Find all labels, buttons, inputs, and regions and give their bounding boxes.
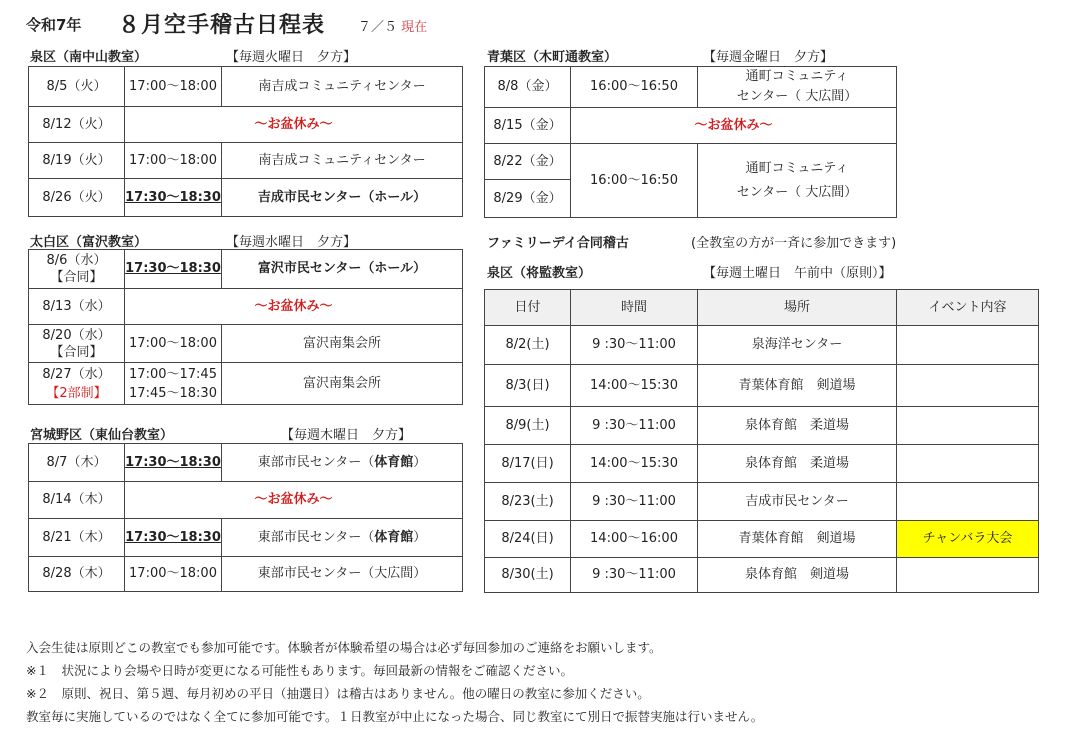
event-cell: チャンバラ大会 [897, 521, 1039, 558]
header-date: 日付 [485, 290, 571, 326]
header-time: 時間 [571, 290, 698, 326]
place-cell: 通町コミュニティ センター（ 大広間） [698, 67, 897, 108]
table-row [485, 144, 897, 180]
place-cell: 通町コミュニティ センター（ 大広間） [698, 144, 897, 218]
date-cell: 8/12（火） [29, 107, 125, 143]
time-cell [125, 363, 222, 405]
place-text-end: ） [413, 454, 427, 470]
shogen-schedule: 【毎週土曜日 午前中（原則）】 [703, 266, 892, 281]
table-row [485, 365, 1039, 407]
table-row [485, 483, 1039, 521]
now-label: 現在 [401, 20, 428, 35]
time-cell: 14:00～15:30 [571, 365, 698, 407]
table-row [485, 558, 1039, 593]
table-row [485, 407, 1039, 445]
joint-badge: 【合同】 [50, 270, 103, 285]
time-part-2: 17:45～18:30 [129, 385, 217, 401]
date-cell: 8/17(日) [485, 445, 571, 483]
date-cell: 8/30(土) [485, 558, 571, 593]
joint-badge: 【合同】 [50, 344, 103, 360]
place-cell: 泉体育館 剣道場 [698, 558, 897, 593]
note-line: ※２ 原則、祝日、第５週、毎月初めの平日（抽選日）は稽古はありません。他の曜日の教室に参加ください。 [26, 686, 650, 701]
table-row [29, 557, 463, 592]
event-cell [897, 407, 1039, 445]
time-cell: 17:30～18:30 [125, 444, 222, 482]
table-row [29, 250, 463, 289]
shogen-table [484, 289, 1039, 593]
event-cell [897, 445, 1039, 483]
table-row [29, 143, 463, 179]
table-row [29, 519, 463, 557]
date-cell: 8/7（木） [29, 444, 125, 482]
footer-notes [26, 636, 763, 728]
note-line: ※１ 状況により会場や日時が変更になる可能性もあります。毎回最新の情報をご確認ください。 [26, 663, 573, 678]
date-cell: 8/19（火） [29, 143, 125, 179]
date-cell: 8/15（金） [485, 108, 571, 144]
date-text: 8/20（水） [42, 327, 111, 343]
place-cell: 青葉体育館 剣道場 [698, 365, 897, 407]
table-row [29, 325, 463, 363]
time-cell: 17:00～18:00 [125, 557, 222, 592]
table-row [29, 444, 463, 482]
izumi-class-name: 泉区（南中山教室） [30, 50, 148, 65]
aoba-table [484, 66, 897, 218]
date-cell [29, 363, 125, 405]
aoba-class-name: 青葉区（木町通教室） [487, 50, 618, 65]
table-row [29, 482, 463, 519]
place-cell: 泉海洋センター [698, 326, 897, 365]
table-row [29, 363, 463, 405]
aoba-schedule: 【毎週金曜日 夕方】 [703, 50, 834, 65]
date-cell: 8/13（水） [29, 289, 125, 325]
date-cell: 8/29（金） [485, 180, 571, 218]
place-cell: 吉成市民センター [698, 483, 897, 521]
time-cell: 9 :30～11:00 [571, 326, 698, 365]
event-cell [897, 483, 1039, 521]
event-cell [897, 326, 1039, 365]
time-part-1: 17:00～17:45 [129, 366, 217, 382]
izumi-schedule: 【毎週火曜日 夕方】 [226, 50, 357, 65]
date-text: 8/27（水） [42, 366, 111, 382]
time-cell: 17:30～18:30 [125, 179, 222, 217]
header-event: イベント内容 [897, 290, 1039, 326]
time-cell: 9 :30～11:00 [571, 558, 698, 593]
time-cell: 17:30～18:30 [125, 250, 222, 289]
date-cell [29, 325, 125, 363]
table-row [29, 107, 463, 143]
place-cell: 南吉成コミュニティセンター [222, 143, 463, 179]
date-cell: 8/3(日) [485, 365, 571, 407]
place-cell: 吉成市民センター（ホール） [222, 179, 463, 217]
taihaku-schedule: 【毎週水曜日 夕方】 [226, 235, 357, 250]
time-cell: 14:00～16:00 [571, 521, 698, 558]
time-cell: 17:00～18:00 [125, 325, 222, 363]
time-cell: 16:00～16:50 [571, 144, 698, 218]
date-cell: 8/24(日) [485, 521, 571, 558]
time-cell: 9 :30～11:00 [571, 483, 698, 521]
place-text-end: ） [413, 529, 427, 545]
date-cell: 8/28（木） [29, 557, 125, 592]
date-cell: 8/26（火） [29, 179, 125, 217]
miyagino-table [28, 443, 463, 592]
two-part-badge: 【2部制】 [46, 385, 107, 401]
place-emphasis: 体育館 [374, 529, 414, 545]
place-cell: 青葉体育館 剣道場 [698, 521, 897, 558]
page-title: ８月空手稽古日程表 [118, 13, 326, 38]
place-cell: 富沢南集会所 [222, 325, 463, 363]
place-emphasis: 体育館 [374, 454, 414, 470]
event-cell [897, 558, 1039, 593]
miyagino-schedule: 【毎週木曜日 夕方】 [281, 428, 412, 443]
place-text: 東部市民センター（ [257, 454, 375, 470]
miyagino-class-name: 宮城野区（東仙台教室） [30, 428, 174, 443]
event-cell [897, 365, 1039, 407]
time-cell: 9 :30～11:00 [571, 407, 698, 445]
family-day-note: (全教室の方が一斉に参加できます) [691, 236, 897, 251]
holiday-cell: ～お盆休み～ [125, 289, 463, 325]
date-value: ７／５ [358, 20, 398, 35]
place-cell: 泉体育館 柔道場 [698, 445, 897, 483]
place-cell: 南吉成コミュニティセンター [222, 67, 463, 107]
note-line: 教室毎に実施しているのではなく全てに参加可能です。１日教室が中止になった場合、同じ教室にて別日で振替実施は行いません。 [26, 709, 764, 724]
time-cell: 16:00～16:50 [571, 67, 698, 108]
time-cell: 17:00～18:00 [125, 67, 222, 107]
date-cell: 8/22（金） [485, 144, 571, 180]
date-cell: 8/8（金） [485, 67, 571, 108]
place-cell: 富沢市民センター（ホール） [222, 250, 463, 289]
taihaku-table [28, 249, 463, 405]
date-cell: 8/5（火） [29, 67, 125, 107]
as-of-date [358, 16, 427, 35]
table-row [29, 289, 463, 325]
place-cell: 東部市民センター（大広間） [222, 557, 463, 592]
table-header-row [485, 290, 1039, 326]
table-row [29, 179, 463, 217]
shogen-class-name: 泉区（将監教室） [487, 266, 592, 281]
time-cell: 14:00～15:30 [571, 445, 698, 483]
taihaku-class-name: 太白区（富沢教室） [30, 235, 148, 250]
era-label: 令和7年 [26, 16, 82, 34]
place-cell [222, 444, 463, 482]
holiday-cell: ～お盆休み～ [125, 482, 463, 519]
table-row [485, 445, 1039, 483]
date-cell [29, 250, 125, 289]
table-row [485, 521, 1039, 558]
date-cell: 8/23(土) [485, 483, 571, 521]
holiday-cell: ～お盆休み～ [125, 107, 463, 143]
note-line: 入会生徒は原則どこの教室でも参加可能です。体験者が体験希望の場合は必ず毎回参加のご連絡をお願いします。 [26, 640, 662, 655]
place-cell: 泉体育館 柔道場 [698, 407, 897, 445]
time-cell: 17:30～18:30 [125, 519, 222, 557]
izumi-table [28, 66, 463, 217]
table-row [485, 108, 897, 144]
family-day-title: ファミリーデイ合同稽古 [487, 236, 629, 251]
date-cell: 8/2(土) [485, 326, 571, 365]
date-text: 8/6（水） [46, 253, 107, 268]
date-cell: 8/14（木） [29, 482, 125, 519]
header-place: 場所 [698, 290, 897, 326]
table-row [29, 67, 463, 107]
date-cell: 8/9(土) [485, 407, 571, 445]
place-cell: 富沢南集会所 [222, 363, 463, 405]
holiday-cell: ～お盆休み～ [571, 108, 897, 144]
table-row [485, 326, 1039, 365]
place-cell [222, 519, 463, 557]
date-cell: 8/21（木） [29, 519, 125, 557]
table-row [485, 67, 897, 108]
time-cell: 17:00～18:00 [125, 143, 222, 179]
place-text: 東部市民センター（ [257, 529, 375, 545]
